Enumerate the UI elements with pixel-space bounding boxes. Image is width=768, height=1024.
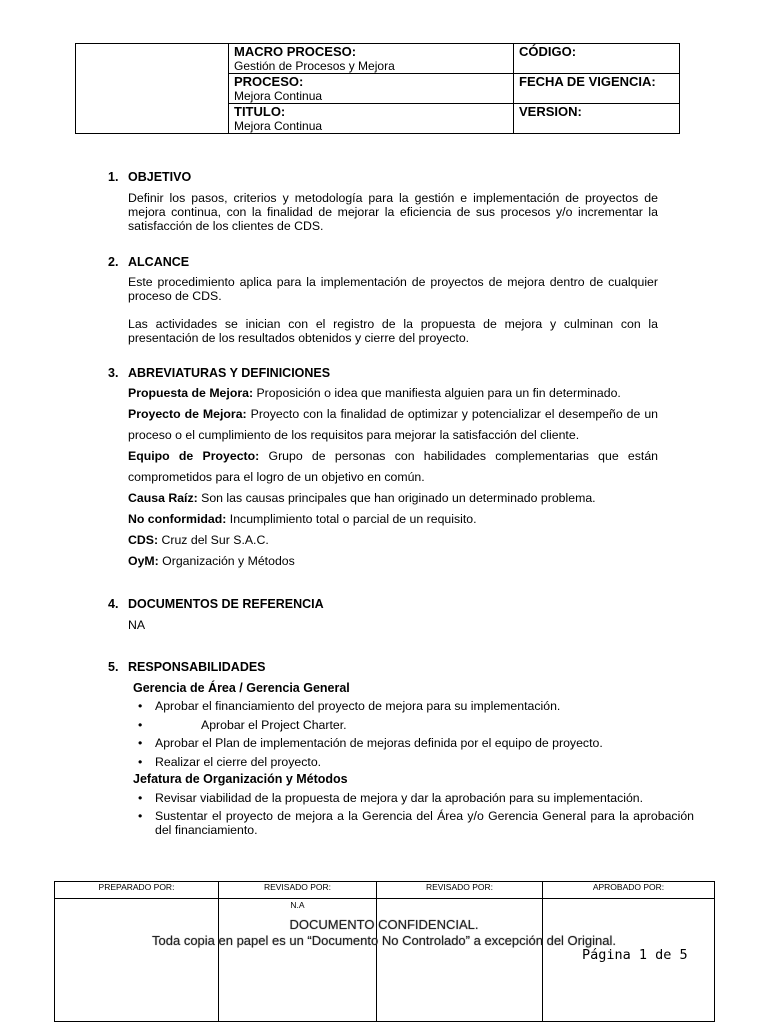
proceso-value: Mejora Continua: [234, 89, 323, 103]
section-2-text-1: Este procedimiento aplica para la implementación de proyectos de mejora dentro de cualquier proceso de CDS.: [128, 275, 658, 303]
titulo-value: Mejora Continua: [234, 119, 323, 133]
definition-term: Propuesta de Mejora:: [128, 386, 254, 400]
list-item: Aprobar el financiamiento del proyecto de mejora para su implementación.: [155, 699, 561, 713]
definition-item: [128, 551, 658, 572]
definition-item: [128, 446, 658, 488]
definition-term: OyM:: [128, 554, 159, 568]
definition-text: Grupo de personas con habilidades complementarias que están comprometidos para el logro de un objetivo en común.: [128, 449, 658, 484]
responsible-group-oym: Jefatura de Organización y Métodos: [133, 772, 348, 786]
macro-proceso-cell: [229, 44, 514, 74]
section-1-title: OBJETIVO: [128, 170, 192, 184]
bullet-icon: •: [138, 809, 143, 823]
definition-text: Proposición o idea que manifiesta alguien para un fin determinado.: [253, 386, 621, 400]
list-item: Aprobar el Plan de implementación de mejoras definida por el equipo de proyecto.: [155, 736, 603, 750]
definition-text: Cruz del Sur S.A.C.: [158, 533, 269, 547]
section-4-text: NA: [128, 618, 146, 632]
macro-proceso-label: MACRO PROCESO:: [234, 44, 357, 59]
section-3-title: ABREVIATURAS Y DEFINICIONES: [128, 366, 331, 380]
definition-item: [128, 488, 658, 509]
preparado-por-header: PREPARADO POR:: [55, 882, 219, 899]
page-number: Página 1 de 5: [582, 947, 688, 963]
codigo-label: CÓDIGO:: [519, 44, 577, 59]
definition-term: No conformidad:: [128, 512, 227, 526]
proceso-label: PROCESO:: [234, 74, 304, 89]
definition-term: Proyecto de Mejora:: [128, 407, 247, 421]
logo-cell: [76, 44, 229, 134]
aprobado-por-header: APROBADO POR:: [543, 882, 715, 899]
proceso-cell: [229, 74, 514, 104]
definition-text: Incumplimiento total o parcial de un requisito.: [226, 512, 477, 526]
definition-term: CDS:: [128, 533, 159, 547]
list-item: Revisar viabilidad de la propuesta de mejora y dar la aprobación para su implementación.: [155, 791, 644, 805]
version-label: VERSION:: [519, 104, 582, 119]
list-item: Sustentar el proyecto de mejora a la Gerencia del Área y/o Gerencia General para la aprobación del financiamiento.: [155, 809, 694, 837]
confidential-notice: DOCUMENTO CONFIDENCIAL.: [289, 917, 479, 932]
section-2-number: 2.: [108, 255, 119, 269]
definition-text: Son las causas principales que han originado un determinado problema.: [197, 491, 596, 505]
definition-item: [128, 404, 658, 446]
definition-term: Causa Raíz:: [128, 491, 198, 505]
section-2-text-2: Las actividades se inician con el registro de la propuesta de mejora y culminan con la presentación de los resultados obtenidos y cierre del proyecto.: [128, 317, 658, 345]
definitions-list: [128, 383, 658, 572]
responsible-group-gerencia: Gerencia de Área / Gerencia General: [133, 681, 350, 695]
bullet-icon: •: [138, 718, 143, 732]
header-table: [75, 43, 680, 134]
titulo-label: TITULO:: [234, 104, 286, 119]
revisado-por-header-2: REVISADO POR:: [377, 882, 543, 899]
revisado-por-value: N.A: [290, 900, 305, 910]
version-cell: [514, 104, 680, 134]
definition-term: Equipo de Proyecto:: [128, 449, 260, 463]
section-1-number: 1.: [108, 170, 119, 184]
definition-item: [128, 383, 658, 404]
definition-item: [128, 530, 658, 551]
definition-text: Proyecto con la finalidad de optimizar y potencializar el desempeño de un proceso o el cumplimiento de los requisitos para mejorar la satisfacción del cliente.: [128, 407, 658, 442]
codigo-cell: [514, 44, 680, 74]
list-item: Aprobar el Project Charter.: [201, 718, 347, 732]
section-3-number: 3.: [108, 366, 119, 380]
macro-proceso-value: Gestión de Procesos y Mejora: [234, 59, 395, 73]
copy-notice: Toda copia en papel es un “Documento No Controlado” a excepción del Original.: [152, 933, 616, 948]
definition-item: [128, 509, 658, 530]
list-item: Realizar el cierre del proyecto.: [155, 755, 322, 769]
section-5-title: RESPONSABILIDADES: [128, 660, 266, 674]
fecha-vigencia-cell: [514, 74, 680, 104]
bullet-icon: •: [138, 736, 143, 750]
bullet-icon: •: [138, 791, 143, 805]
titulo-cell: [229, 104, 514, 134]
revisado-por-header: REVISADO POR:: [219, 882, 377, 899]
section-2-title: ALCANCE: [128, 255, 190, 269]
fecha-vigencia-label: FECHA DE VIGENCIA:: [519, 74, 656, 89]
section-4-number: 4.: [108, 597, 119, 611]
section-4-title: DOCUMENTOS DE REFERENCIA: [128, 597, 324, 611]
section-5-number: 5.: [108, 660, 119, 674]
section-1-text: Definir los pasos, criterios y metodología para la gestión e implementación de proyectos de mejora continua, con la finalidad de mejorar la eficiencia de sus procesos y/o incrementar la satisfacción de los clientes de CDS.: [128, 191, 658, 233]
bullet-icon: •: [138, 755, 143, 769]
bullet-icon: •: [138, 699, 143, 713]
definition-text: Organización y Métodos: [158, 554, 295, 568]
